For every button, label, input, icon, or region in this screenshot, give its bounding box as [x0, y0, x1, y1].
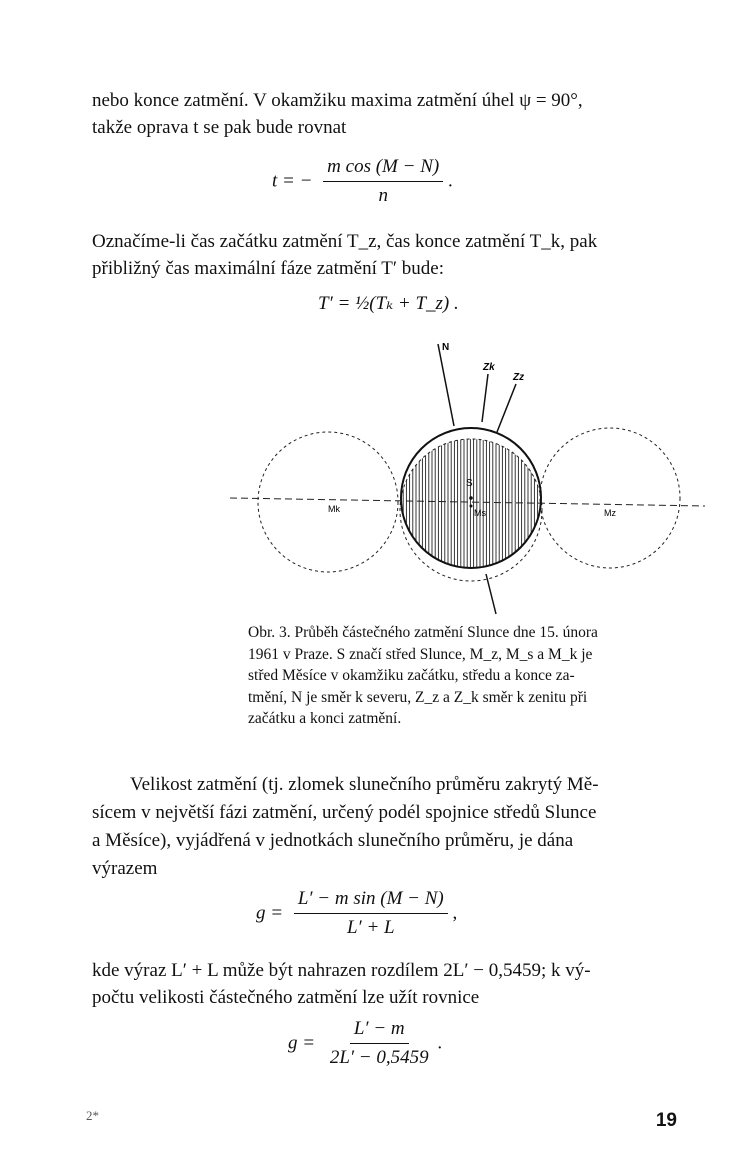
label-north: N: [442, 342, 450, 353]
equation-4: [288, 1018, 442, 1069]
text-line: a Měsíce), vyjádřená v jednotkách slunečního průměru, je dána: [92, 830, 574, 851]
zenith-z-line: [497, 384, 516, 432]
page-number: 19: [655, 1110, 677, 1131]
label-mk: Mk: [328, 504, 340, 514]
eq3-denominator: L′ + L: [346, 917, 395, 938]
caption-line: tmění, N je směr k severu, Z_z a Z_k směr k zenitu při: [248, 688, 588, 706]
eq1-lhs: t = −: [272, 170, 313, 192]
text-line: sícem v největší fázi zatmění, určený podél spojnice středů Slunce: [92, 802, 597, 823]
signature-mark: 2*: [86, 1108, 99, 1123]
sun-center: [469, 496, 473, 500]
eclipse-figure: [220, 330, 720, 620]
text-line: počtu velikosti částečného zatmění lze užít rovnice: [92, 987, 480, 1008]
text-line: nebo konce zatmění. V okamžiku maxima zatmění úhel ψ = 90°,: [92, 90, 583, 111]
eq4-denominator: 2L′ − 0,5459: [329, 1047, 429, 1068]
caption-line: 1961 v Praze. S značí střed Slunce, M_z, M_s a M_k je: [248, 645, 593, 663]
eq4-lhs: g =: [288, 1032, 316, 1054]
eq3-numerator: L′ − m sin (M − N): [294, 888, 448, 914]
eq4-tail: .: [437, 1032, 443, 1054]
label-ms: Ms: [474, 508, 486, 518]
moon-end-circle: [540, 428, 680, 568]
overlap-hatching: [400, 420, 541, 580]
text-line: přibližný čas maximální fáze zatmění T′ bude:: [92, 258, 445, 279]
eq1-tail: .: [447, 170, 453, 192]
eq1-numerator: m cos (M − N): [323, 156, 443, 182]
label-zz: Zz: [513, 372, 525, 383]
caption-line: střed Měsíce v okamžiku začátku, středu a konce za-: [248, 667, 575, 684]
text-line: takže oprava t se pak bude rovnat: [92, 117, 347, 138]
label-mz: Mz: [604, 508, 616, 518]
text-line: Označíme-li čas začátku zatmění T_z, čas konce zatmění T_k, pak: [92, 231, 598, 252]
zenith-k-line: [482, 374, 488, 422]
equation-2: T′ = ½(Tₖ + T_z) .: [318, 293, 459, 314]
text-line: výrazem: [92, 858, 158, 879]
south-line: [486, 574, 496, 614]
label-s: S: [466, 478, 473, 489]
moon-start-circle: [258, 432, 398, 572]
north-line: [438, 344, 454, 426]
moon-middle-circle: [400, 439, 542, 581]
figure-caption: [248, 622, 686, 730]
equation-3: [256, 888, 457, 939]
caption-line: začátku a konci zatmění.: [248, 710, 402, 727]
moon-center-s: [470, 505, 473, 508]
eq3-tail: ,: [452, 902, 458, 924]
caption-line: Obr. 3. Průběh částečného zatmění Slunce dne 15. února: [248, 624, 598, 641]
text-line: kde výraz L′ + L může být nahrazen rozdílem 2L′ − 0,5459; k vý-: [92, 960, 591, 981]
label-zk: Zk: [483, 362, 495, 373]
eq1-denominator: n: [378, 185, 388, 206]
equation-1: [272, 156, 453, 207]
eq4-numerator: L′ − m: [350, 1018, 409, 1044]
eq3-lhs: g =: [256, 902, 284, 924]
text-line: Velikost zatmění (tj. zlomek slunečního průměru zakrytý Mě-: [130, 774, 599, 795]
